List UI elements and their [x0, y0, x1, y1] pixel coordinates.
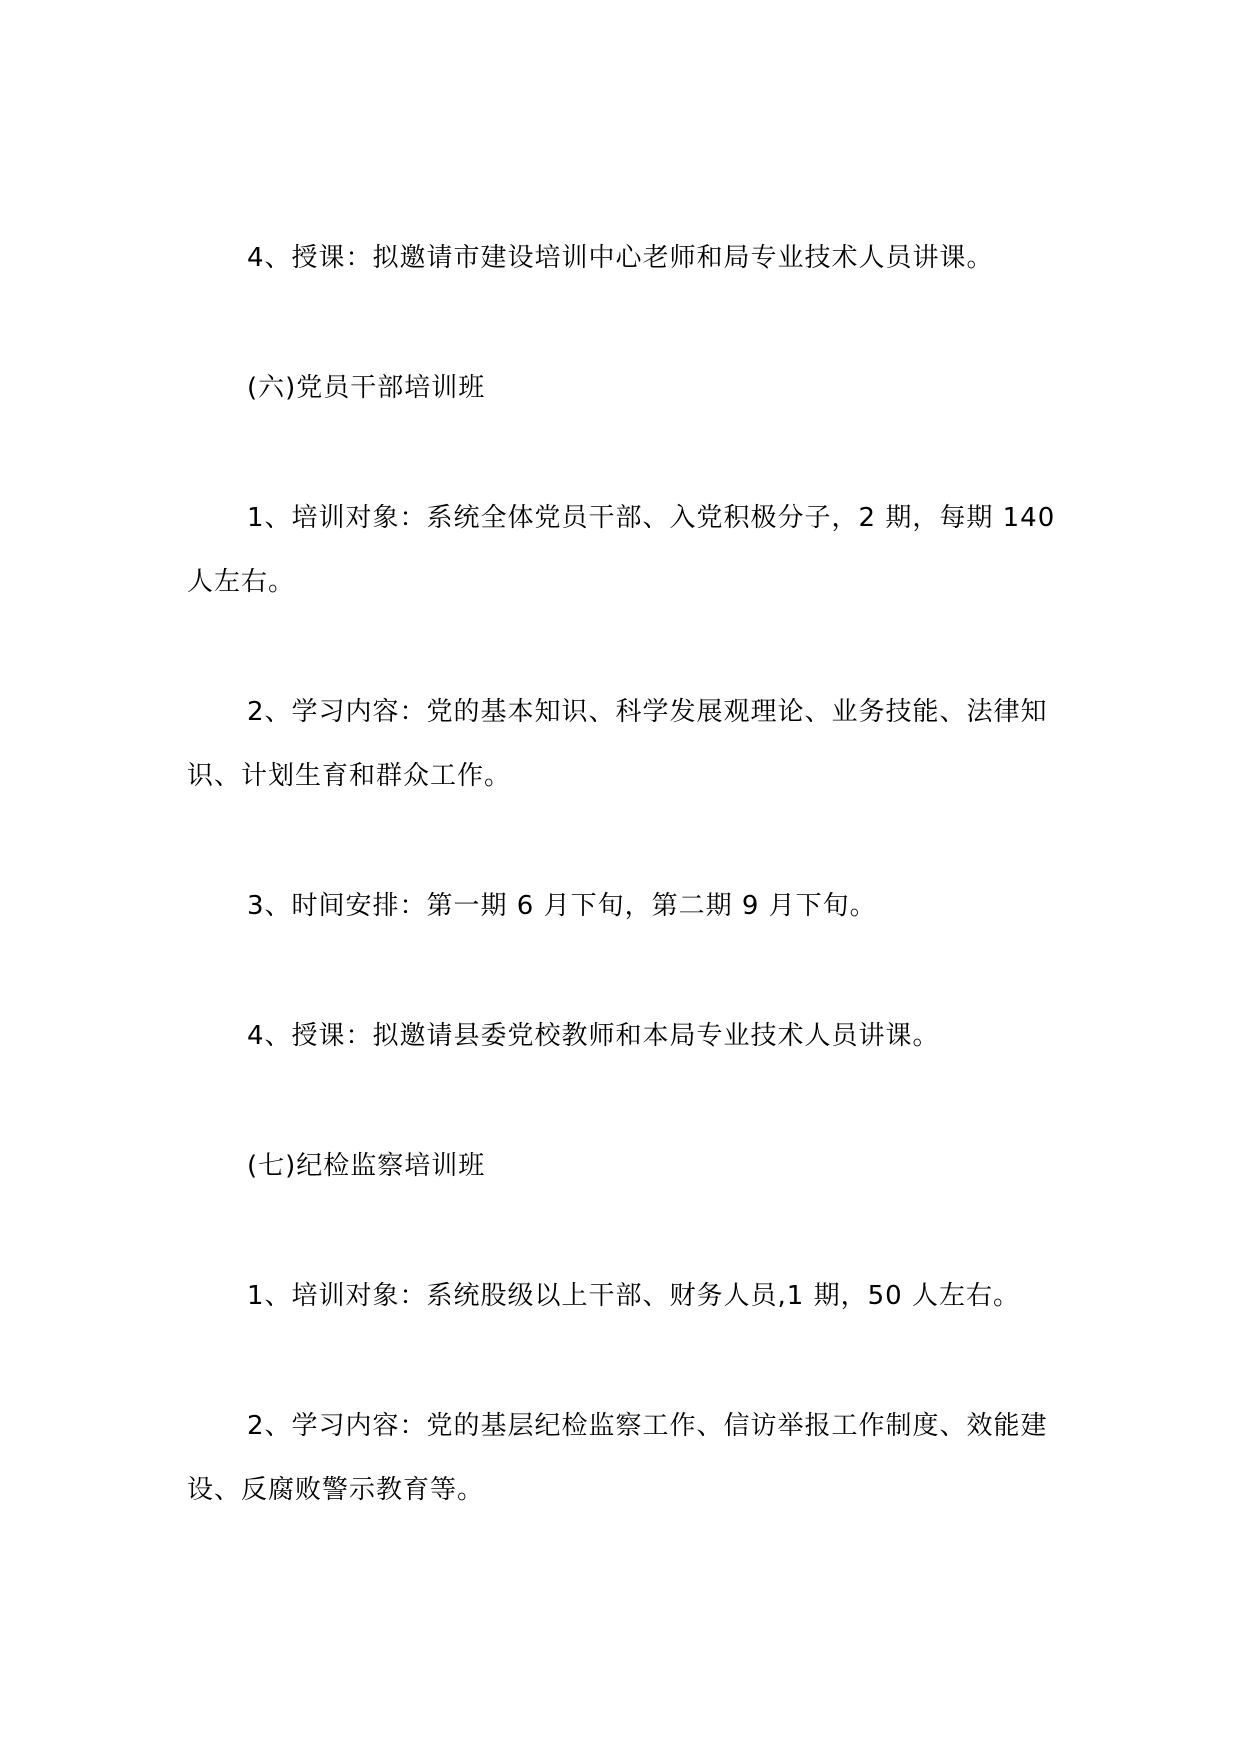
section-heading-discipline-training: (七)纪检监察培训班 — [247, 1151, 486, 1181]
paragraph-gap — [187, 614, 1067, 680]
paragraph-party-trainees: 1、培训对象：系统全体党员干部、入党积极分子，2 期，每期 140 人左右。 — [187, 503, 1056, 597]
paragraph-discipline-trainees: 1、培训对象：系统股级以上干部、财务人员,1 期，50 人左右。 — [247, 1281, 1020, 1311]
paragraph-gap — [187, 1328, 1067, 1394]
paragraph-gap — [187, 290, 1067, 356]
paragraph-gap — [187, 1198, 1067, 1264]
section-heading-party-cadre-training: (六)党员干部培训班 — [247, 373, 486, 403]
paragraph-lecture-city: 4、授课：拟邀请市建设培训中心老师和局专业技术人员讲课。 — [247, 243, 994, 273]
paragraph-discipline-content: 2、学习内容：党的基层纪检监察工作、信访举报工作制度、效能建设、反腐败警示教育等。 — [187, 1411, 1048, 1505]
paragraph-gap — [187, 938, 1067, 1004]
paragraph-lecture-county: 4、授课：拟邀请县委党校教师和本局专业技术人员讲课。 — [247, 1021, 940, 1051]
paragraph-gap — [187, 1068, 1067, 1134]
paragraph-party-schedule: 3、时间安排：第一期 6 月下旬，第二期 9 月下旬。 — [247, 891, 877, 921]
paragraph-gap — [187, 420, 1067, 486]
document-body — [187, 226, 1067, 1522]
paragraph-party-content: 2、学习内容：党的基本知识、科学发展观理论、业务技能、法律知识、计划生育和群众工作。 — [187, 697, 1048, 791]
paragraph-gap — [187, 808, 1067, 874]
